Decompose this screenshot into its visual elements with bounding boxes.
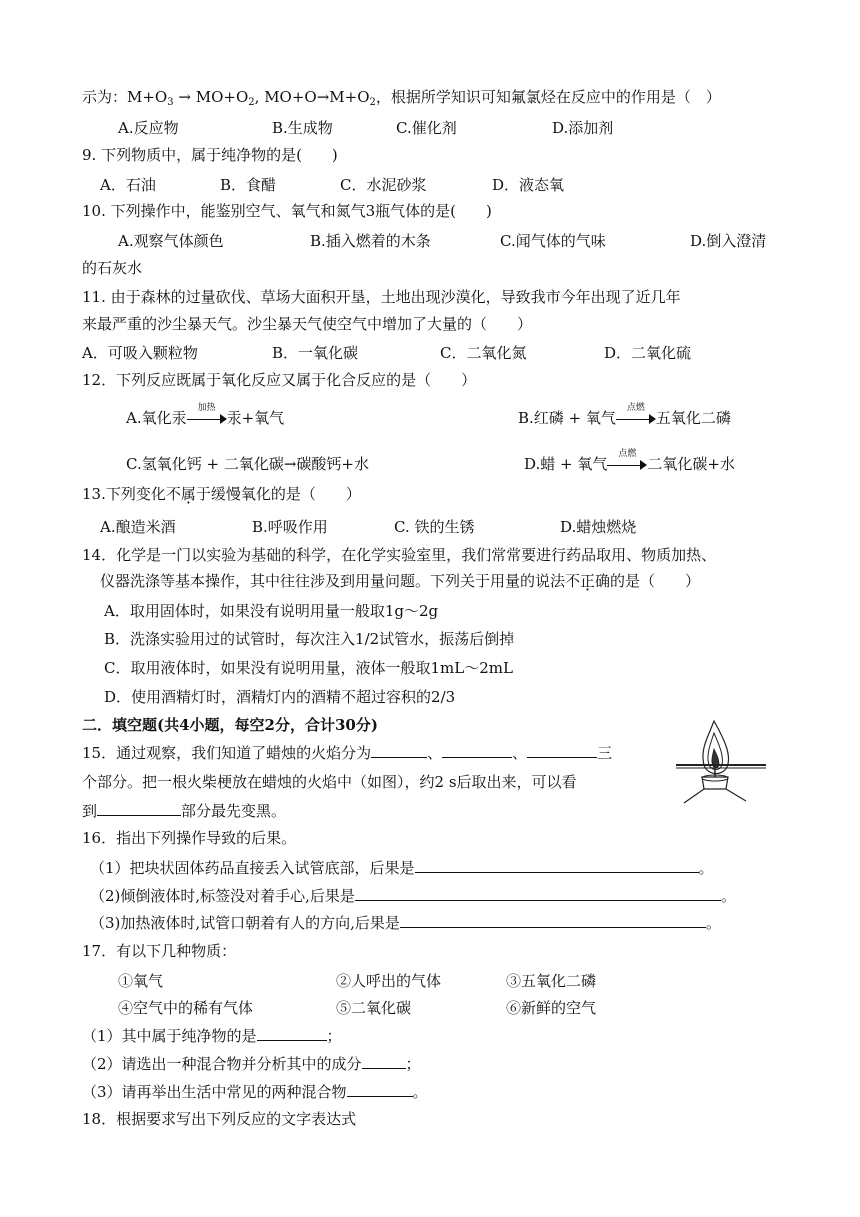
answer-blank[interactable] — [362, 1053, 406, 1069]
q18-stem: 18．根据要求写出下列反应的文字表达式 — [82, 1110, 357, 1128]
option-d: D.添加剂 — [552, 119, 614, 137]
q15-line1: 15．通过观察，我们知道了蜡烛的火焰分为 、 、 三 — [82, 744, 613, 762]
option-b: B.生成物 — [272, 119, 333, 137]
q9-option-c: C．水泥砂浆 — [340, 176, 427, 194]
q10-option-c: C.闻气体的气味 — [500, 232, 606, 250]
q14-option-b: B．洗涤实验用过的试管时，每次注入1/2试管水，振荡后倒掉 — [104, 630, 515, 648]
q9-option-b: B．食醋 — [220, 176, 277, 194]
answer-blank[interactable] — [442, 742, 512, 758]
option-a: A.反应物 — [118, 119, 179, 137]
q10-option-a: A.观察气体颜色 — [118, 232, 224, 250]
option-c: C.催化剂 — [396, 119, 457, 137]
emphasis-dots: 不属于 — [165, 485, 211, 503]
arrow-icon: → — [178, 88, 191, 106]
q13-option-c: C. 铁的生锈 — [394, 518, 475, 536]
q17-sub-4: ④空气中的稀有气体 — [118, 999, 254, 1017]
q9-option-a: A．石油 — [100, 176, 156, 194]
answer-blank[interactable] — [257, 1025, 327, 1041]
q12-option-d: D.蜡 + 氧气 点燃 二氧化碳+水 — [524, 449, 735, 473]
q17-sub-1: ①氧气 — [118, 972, 164, 990]
q17-part-3: （3）请再举出生活中常见的两种混合物 。 — [82, 1083, 428, 1101]
q9-option-d: D．液态氧 — [492, 176, 565, 194]
q15-line2: 个部分。把一根火柴梗放在蜡烛的火焰中（如图），约2 s后取出来，可以看 — [82, 773, 577, 791]
q10-stem: 10. 下列操作中，能鉴别空气、氧气和氮气3瓶气体的是( ) — [82, 202, 492, 220]
q10-option-b: B.插入燃着的木条 — [310, 232, 431, 250]
q17-part-2: （2）请选出一种混合物并分析其中的成分 ； — [82, 1055, 421, 1073]
answer-blank[interactable] — [371, 742, 427, 758]
reaction-arrow-icon: 加热 — [187, 409, 227, 429]
q11-line2: 来最严重的沙尘暴天气。沙尘暴天气使空气中增加了大量的（ ） — [82, 315, 533, 333]
q9-stem: 9. 下列物质中，属于纯净物的是( ) — [82, 146, 338, 164]
q11-option-d: D．二氧化硫 — [604, 344, 692, 362]
q17-part-1: （1）其中属于纯净物的是 ； — [82, 1027, 342, 1045]
answer-blank[interactable] — [400, 912, 706, 928]
q12-option-a: A.氧化汞 加热 汞+氧气 — [126, 403, 285, 427]
q13-option-a: A.酿造米酒 — [100, 518, 176, 536]
emphasis-dots: 不正确 — [565, 572, 611, 590]
answer-blank[interactable] — [347, 1081, 413, 1097]
section-2-title: 二．填空题(共4小题，每空2分，合计30分) — [82, 716, 378, 734]
q13-stem: 13.下列变化不属于缓慢氧化的是（ ） — [82, 485, 361, 503]
q17-sub-6: ⑥新鲜的空气 — [506, 999, 597, 1017]
q11-option-c: C．二氧化氮 — [440, 344, 527, 362]
reaction-arrow-icon: 点燃 — [616, 409, 656, 429]
q13-option-d: D.蜡烛燃烧 — [560, 518, 637, 536]
intro-line: 示为：$M+O_3 \to MO+O_2$, $MO+O\to M+O_2$，根据所学知识可知氟氯烃在反应中的作用是（ ） — [82, 88, 721, 108]
answer-blank[interactable] — [355, 885, 721, 901]
candle-body — [702, 777, 728, 789]
q12-option-b: B.红磷 + 氧气 点燃 五氧化二磷 — [518, 403, 731, 427]
candle-flame-figure — [672, 715, 768, 807]
q10-option-d: D.倒入澄清 — [690, 232, 767, 250]
answer-blank[interactable] — [415, 857, 699, 873]
q14-option-a: A．取用固体时，如果没有说明用量一般取1g～2g — [104, 602, 439, 620]
q14-option-d: D．使用酒精灯时，酒精灯内的酒精不超过容积的2/3 — [104, 688, 456, 706]
q12-option-c: C.氢氧化钙 + 二氧化碳→碳酸钙+水 — [126, 455, 369, 473]
q17-sub-3: ③五氧化二磷 — [506, 972, 597, 990]
q10-cont: 的石灰水 — [82, 259, 143, 277]
q16-item-1: （1）把块状固体药品直接丢入试管底部，后果是 。 — [90, 859, 714, 877]
q17-sub-2: ②人呼出的气体 — [336, 972, 442, 990]
q16-item-3: （3)加热液体时,试管口朝着有人的方向,后果是 。 — [90, 914, 721, 932]
q17-stem: 17．有以下几种物质： — [82, 942, 237, 960]
q14-line2: 仪器洗涤等基本操作，其中往往涉及到用量问题。下列关于用量的说法不正确的是（ ） — [100, 572, 701, 590]
reaction-arrow-icon: 点燃 — [607, 455, 647, 475]
q17-sub-5: ⑤二氧化碳 — [336, 999, 412, 1017]
q14-option-c: C．取用液体时，如果没有说明用量，液体一般取1mL～2mL — [104, 659, 513, 677]
q16-stem: 16．指出下列操作导致的后果。 — [82, 829, 297, 847]
q14-line1: 14．化学是一门以实验为基础的科学，在化学实验室里，我们常常要进行药品取用、物质加热、 — [82, 546, 717, 564]
q11-option-a: A．可吸入颗粒物 — [82, 344, 198, 362]
q15-line3: 到 部分最先变黑。 — [82, 802, 287, 820]
q11-option-b: B．一氧化碳 — [272, 344, 359, 362]
q16-item-2: （2)倾倒液体时,标签没对着手心,后果是 。 — [90, 887, 736, 905]
answer-blank[interactable] — [527, 742, 597, 758]
answer-blank[interactable] — [97, 800, 181, 816]
q13-option-b: B.呼吸作用 — [252, 518, 328, 536]
q12-stem: 12．下列反应既属于氧化反应又属于化合反应的是（ ） — [82, 371, 477, 389]
q11-line1: 11. 由于森林的过量砍伐、草场大面积开垦，土地出现沙漠化，导致我市今年出现了近几年 — [82, 288, 681, 306]
